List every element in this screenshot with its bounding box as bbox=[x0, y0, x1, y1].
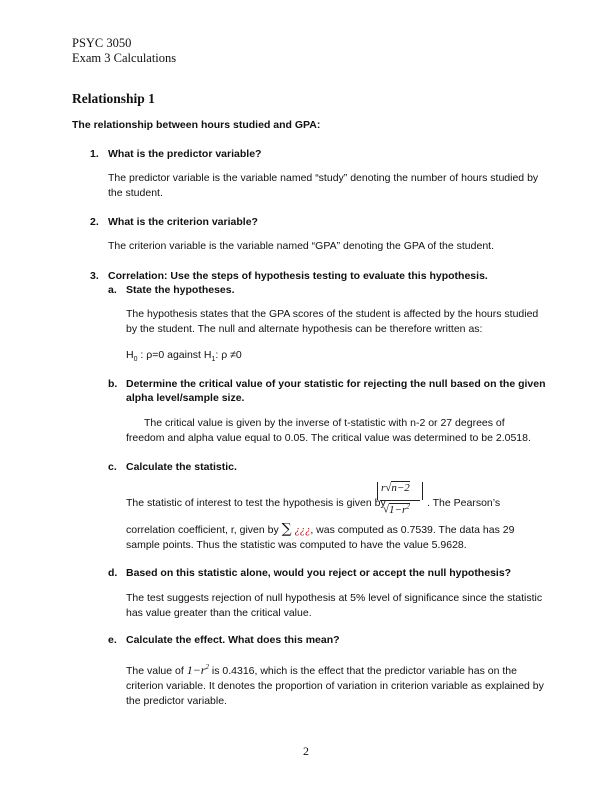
answer-3e: The value of $1-r^2$ is 0.4316, which is the effect that the predictor variable has on the criterion variable. It denotes the proportion of variation in criterion variable as explained by the predictor variable. bbox=[126, 663, 544, 707]
section-title: Relationship 1 bbox=[72, 91, 155, 106]
intro-text: The relationship between hours studied and GPA: bbox=[72, 119, 321, 131]
question-3b-letter: b. bbox=[108, 378, 118, 390]
answer-3a: The hypothesis states that the GPA scores of the student is affected by the hours studied by the student. The null and alternate hypothesis can be therefore written as: bbox=[126, 308, 539, 335]
abs-bar-right bbox=[422, 482, 425, 500]
question-1-number: 1. bbox=[90, 148, 99, 160]
statistic-text-line2: correlation coefficient, r, given by ∑ ¿¿¿, was computed as 0.7539. The data has 29 sample points. Thus the statistic was computed to have the value 5.9628. bbox=[126, 521, 515, 551]
question-3c-letter: c. bbox=[108, 461, 117, 473]
broken-glyphs: ¿¿¿ bbox=[294, 525, 311, 536]
question-3e-letter: e. bbox=[108, 634, 117, 646]
formula-numerator: r√n−2 bbox=[381, 482, 410, 494]
effect-formula: $1-r^2$ bbox=[186, 663, 209, 677]
abs-bar-left bbox=[377, 482, 380, 500]
t-statistic-formula bbox=[377, 482, 425, 522]
hypothesis-statement: $H_0$ : ρ=0 against $H_1$: ρ ≠0 bbox=[126, 349, 242, 364]
course-code: PSYC 3050 bbox=[72, 36, 132, 50]
fraction-bar bbox=[380, 500, 420, 501]
question-3: Correlation: Use the steps of hypothesis testing to evaluate this hypothesis. bbox=[108, 270, 488, 282]
question-3d-letter: d. bbox=[108, 567, 118, 579]
answer-1: The predictor variable is the variable named “study” denoting the number of hours studied by the student. bbox=[108, 172, 539, 199]
question-3c: Calculate the statistic. bbox=[126, 461, 237, 473]
question-3-number: 3. bbox=[90, 270, 99, 282]
question-3e: Calculate the effect. What does this mean? bbox=[126, 634, 340, 646]
question-3a-letter: a. bbox=[108, 284, 117, 296]
answer-3d: The test suggests rejection of null hypothesis at 5% level of significance since the statistic has value greater than the critical value. bbox=[126, 592, 543, 619]
question-3b: Determine the critical value of your statistic for rejecting the null based on the given alpha level/sample size. bbox=[126, 378, 546, 404]
statistic-text-line1: The statistic of interest to test the hypothesis is given by bbox=[126, 497, 386, 509]
question-3d: Based on this statistic alone, would you reject or accept the null hypothesis? bbox=[126, 567, 512, 579]
question-3a: State the hypotheses. bbox=[126, 284, 235, 296]
answer-2: The criterion variable is the variable named “GPA” denoting the GPA of the student. bbox=[108, 240, 494, 252]
question-1: What is the predictor variable? bbox=[108, 148, 262, 160]
statistic-text-pearson: . The Pearson’s bbox=[427, 497, 501, 509]
document-title: Exam 3 Calculations bbox=[72, 51, 177, 65]
sigma-symbol: ∑ bbox=[281, 521, 292, 537]
question-2-number: 2. bbox=[90, 216, 99, 228]
answer-3b: The critical value is given by the inverse of t-statistic with n-2 or 27 degrees of freedom and alpha value equal to 0.05. The critical value was determined to be 2.0518. bbox=[126, 417, 531, 444]
page-number: 2 bbox=[303, 744, 309, 758]
question-2: What is the criterion variable? bbox=[108, 216, 258, 228]
formula-denominator: $√1-r^2$ bbox=[383, 502, 410, 516]
